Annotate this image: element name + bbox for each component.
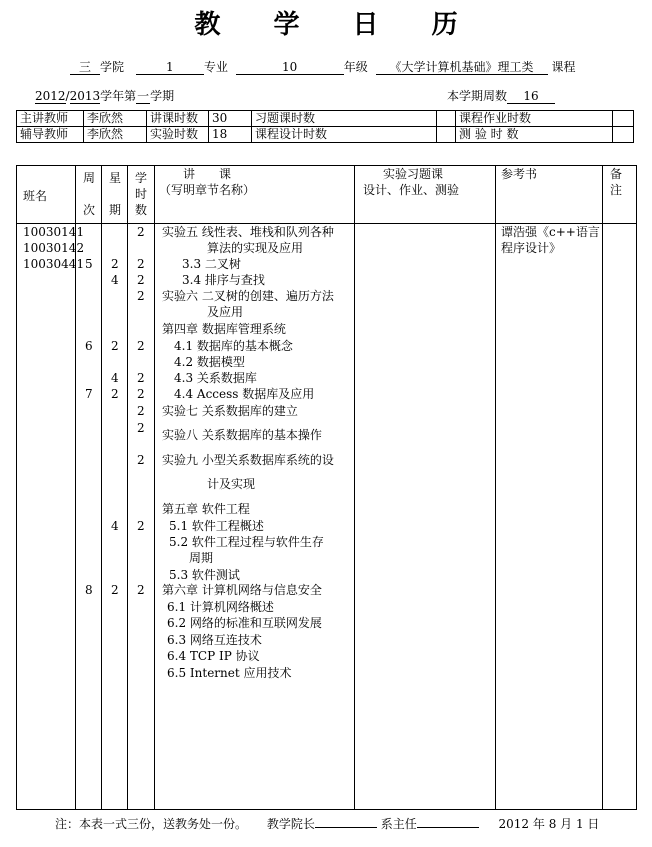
lecture-line: 6.3 网络互连技术 — [167, 633, 262, 647]
staff-cell: 课程作业时数 — [456, 111, 613, 127]
weeks-value: 16 — [507, 90, 555, 104]
week-number: 6 — [85, 339, 93, 353]
lecture-line: 算法的实现及应用 — [207, 241, 304, 255]
lecture-line: 4.3 关系数据库 — [174, 371, 257, 385]
column-divider — [127, 166, 128, 809]
lecture-line: 实验九 小型关系数据库系统的设 — [162, 453, 334, 467]
staff-cell: 讲课时数 — [147, 111, 209, 127]
day-of-week: 4 — [111, 519, 119, 533]
staff-cell: 习题课时数 — [252, 111, 437, 127]
hours-value: 2 — [137, 404, 145, 418]
major-value: 1 — [136, 61, 204, 75]
header-reference: 参考书 — [501, 167, 538, 181]
header-hours-2: 时 — [135, 187, 148, 201]
day-of-week: 4 — [111, 371, 119, 385]
staff-cell: 实验时数 — [147, 127, 209, 143]
staff-table — [16, 110, 634, 143]
header-hours-3: 数 — [135, 203, 148, 217]
lecture-line: 4.4 Access 数据库及应用 — [174, 387, 315, 401]
course-info-line — [70, 58, 576, 75]
grade-label: 年级 — [343, 60, 368, 74]
hours-value: 2 — [137, 453, 145, 467]
college-label: 学院 — [100, 60, 125, 74]
lecture-line: 5.2 软件工程过程与软件生存 — [169, 535, 324, 549]
semester-value: 一 — [137, 89, 150, 103]
year-suffix: 学年第 — [100, 89, 137, 103]
lecture-line: 4.2 数据模型 — [174, 355, 245, 369]
class-name: 10030142 — [23, 241, 85, 255]
hours-value: 2 — [137, 583, 145, 597]
reference-line: 谭浩强《c++语言 — [501, 225, 600, 239]
hours-value: 2 — [137, 519, 145, 533]
staff-row-lecturer — [17, 111, 634, 127]
lecture-line: 第四章 数据库管理系统 — [162, 322, 286, 336]
weeks-label: 本学期周数 — [447, 89, 508, 103]
year-end: 2013 — [69, 89, 101, 103]
calendar-table — [16, 165, 637, 810]
dean-label: 教学院长 — [266, 817, 315, 831]
chair-label: 系主任 — [380, 817, 417, 831]
weeks-info — [447, 87, 555, 104]
header-day-1: 星 — [109, 171, 122, 185]
staff-cell: 30 — [209, 111, 252, 127]
dean-signature-line — [315, 827, 377, 828]
day-of-week: 2 — [111, 387, 119, 401]
day-of-week: 4 — [111, 273, 119, 287]
major-label: 专业 — [203, 60, 228, 74]
week-number: 8 — [85, 583, 93, 597]
column-divider — [495, 166, 496, 809]
week-number: 5 — [85, 257, 93, 271]
year-separator: / — [65, 89, 70, 103]
year-start: 2012 — [35, 89, 66, 103]
lecture-line: 实验八 关系数据库的基本操作 — [162, 428, 322, 442]
day-of-week: 2 — [111, 583, 119, 597]
hours-value: 2 — [137, 339, 145, 353]
column-divider — [602, 166, 603, 809]
lecture-line: 4.1 数据库的基本概念 — [174, 339, 293, 353]
class-name: 10030441 — [23, 257, 85, 271]
lecture-line: 第六章 计算机网络与信息安全 — [162, 583, 322, 597]
semester-suffix: 学期 — [150, 89, 175, 103]
lecture-line: 5.3 软件测试 — [169, 568, 240, 582]
staff-row-assistant — [17, 127, 634, 143]
hours-value: 2 — [137, 225, 145, 239]
header-lecture-1: 讲 课 — [183, 167, 232, 181]
staff-cell — [613, 127, 634, 143]
header-week-2: 次 — [83, 203, 96, 217]
column-divider — [154, 166, 155, 809]
header-exercise-1: 实验习题课 — [383, 167, 444, 181]
chair-signature-line — [417, 827, 479, 828]
staff-cell — [437, 127, 456, 143]
header-week-1: 周 — [83, 171, 96, 185]
week-number: 7 — [85, 387, 93, 401]
footer-date: 2012 年 8 月 1 日 — [498, 817, 600, 831]
page-title: 教 学 日 历 — [194, 10, 480, 40]
lecture-line: 3.4 排序与查找 — [182, 273, 265, 287]
lecture-line: 第五章 软件工程 — [162, 502, 250, 516]
lecture-line: 实验六 二叉树的创建、遍历方法 — [162, 289, 334, 303]
footer — [55, 815, 599, 832]
college-value: 三 — [70, 61, 100, 75]
lecture-line: 6.2 网络的标准和互联网发展 — [167, 616, 322, 630]
hours-value: 2 — [137, 289, 145, 303]
lecture-line: 实验五 线性表、堆栈和队列各种 — [162, 225, 334, 239]
course-value: 《大学计算机基础》理工类 — [376, 61, 548, 75]
header-lecture-2: （写明章节名称） — [159, 183, 256, 197]
header-day-2: 期 — [109, 203, 122, 217]
staff-cell: 课程设计时数 — [252, 127, 437, 143]
column-divider — [354, 166, 355, 809]
footer-note: 注：本表一式三份，送教务处一份。 — [55, 817, 248, 831]
lecture-line: 3.3 二叉树 — [182, 257, 241, 271]
course-label: 课程 — [551, 60, 576, 74]
hours-value: 2 — [137, 273, 145, 287]
class-name: 10030141 — [23, 225, 85, 239]
day-of-week: 2 — [111, 339, 119, 353]
header-note-2: 注 — [610, 183, 623, 197]
staff-cell: 主讲教师 — [17, 111, 84, 127]
staff-cell — [437, 111, 456, 127]
lecture-line: 实验七 关系数据库的建立 — [162, 404, 298, 418]
lecture-line: 计及实现 — [207, 477, 256, 491]
lecture-line: 6.4 TCP IP 协议 — [167, 649, 260, 663]
hours-value: 2 — [137, 387, 145, 401]
term-line — [35, 87, 174, 104]
reference-line: 程序设计》 — [501, 241, 562, 255]
header-exercise-2: 设计、作业、测验 — [363, 183, 460, 197]
staff-cell: 18 — [209, 127, 252, 143]
header-class: 班名 — [23, 189, 48, 203]
grade-value: 10 — [236, 61, 344, 75]
hours-value: 2 — [137, 371, 145, 385]
header-hours-1: 学 — [135, 171, 148, 185]
staff-cell: 李欣然 — [84, 111, 147, 127]
staff-cell: 测 验 时 数 — [456, 127, 613, 143]
hours-value: 2 — [137, 421, 145, 435]
lecture-line: 6.5 Internet 应用技术 — [167, 666, 292, 680]
lecture-line: 6.1 计算机网络概述 — [167, 600, 274, 614]
day-of-week: 2 — [111, 257, 119, 271]
lecture-line: 5.1 软件工程概述 — [169, 519, 264, 533]
hours-value: 2 — [137, 257, 145, 271]
lecture-line: 周期 — [189, 551, 214, 565]
staff-cell — [613, 111, 634, 127]
column-divider — [101, 166, 102, 809]
lecture-line: 及应用 — [207, 305, 244, 319]
staff-cell: 辅导教师 — [17, 127, 84, 143]
header-note-1: 备 — [610, 167, 623, 181]
staff-cell: 李欣然 — [84, 127, 147, 143]
